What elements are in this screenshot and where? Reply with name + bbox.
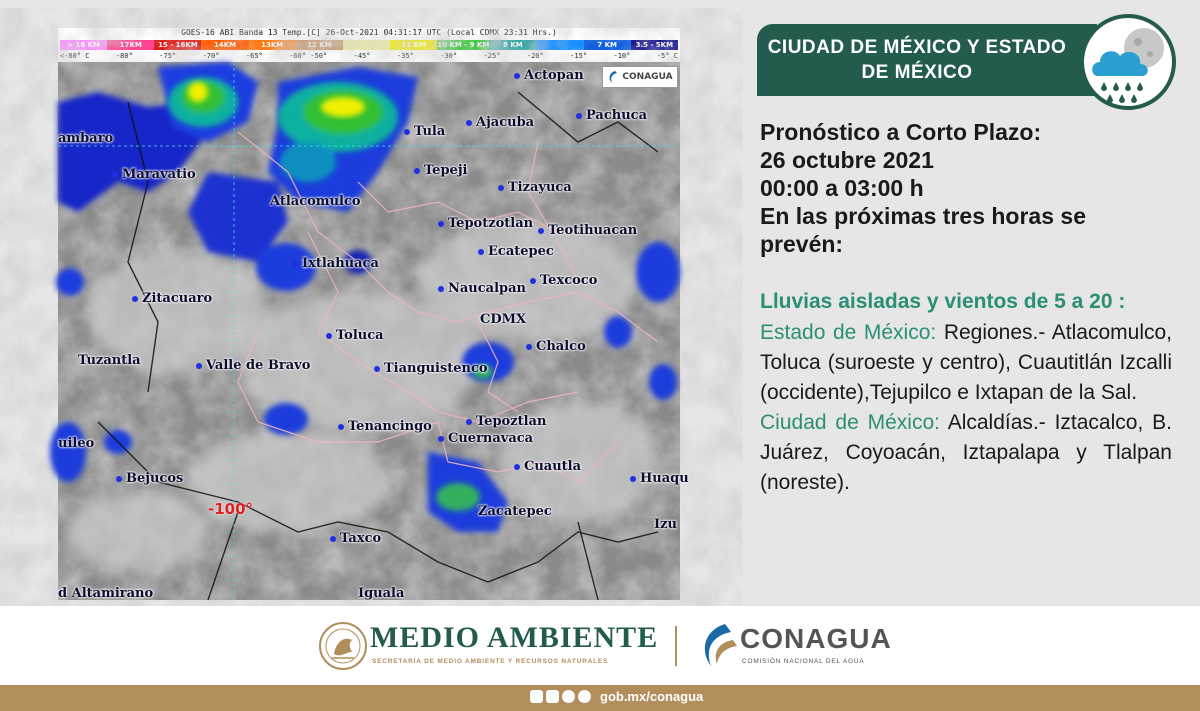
satellite-image <box>58 28 689 601</box>
forecast-heading: Pronóstico a Corto Plazo: <box>760 119 1042 145</box>
temp-tick: <-80° C <box>60 52 90 60</box>
scale-segment <box>536 40 583 50</box>
city-label: Ecatepec <box>478 244 554 259</box>
conagua-badge-label: CONAGUA <box>622 72 673 82</box>
city-label: Iguala <box>358 586 405 601</box>
temp-tick: -45° <box>353 52 371 60</box>
scale-segment: 14KM <box>201 40 248 50</box>
temp-tick: -25° <box>483 52 501 60</box>
instagram-icon[interactable] <box>562 690 575 703</box>
facebook-icon[interactable] <box>530 690 543 703</box>
city-label: Cuautla <box>514 459 581 474</box>
city-label: Actopan <box>514 68 584 83</box>
scale-segment: 15 - 16KM <box>154 40 201 50</box>
conagua-logo-icon <box>695 620 739 670</box>
city-label: Bejucos <box>116 471 183 486</box>
temp-tick: -5° C <box>656 52 678 60</box>
footer-divider <box>675 626 677 666</box>
altitude-color-scale <box>60 40 678 50</box>
city-label: Zacatepec <box>478 504 552 519</box>
city-label: Valle de Bravo <box>196 358 310 373</box>
city-label: Chalco <box>526 339 586 354</box>
conagua-badge <box>602 66 678 88</box>
edomex-text: Regiones.- Atlacomulco, Toluca (suroeste y centro), Cuautitlán Izcalli (occidente),Tejupilco e Ixtapan de la Sal. <box>760 321 1172 404</box>
city-label: Pachuca <box>576 108 647 123</box>
city-label: Izu <box>654 517 677 532</box>
medio-ambiente-title: MEDIO AMBIENTE <box>370 621 659 654</box>
region-title: CIUDAD DE MÉXICO Y ESTADO DE MÉXICO <box>767 37 1067 83</box>
scale-segment: > 18 KM <box>60 40 107 50</box>
city-label-cdmx: CDMX <box>480 312 527 327</box>
edomex-label: Estado de México: <box>760 321 937 344</box>
satellite-title: GOES-16 ABI Banda 13 Temp.[C] 26-Oct-2021 04:31:17 UTC (Local CDMX 23:31 Hrs.) <box>181 28 557 37</box>
city-label: d Altamirano <box>58 586 154 601</box>
forecast-intro: En las próximas tres horas se prevén: <box>760 203 1086 257</box>
region-banner <box>757 24 1097 96</box>
city-label: Tepotzotlan <box>438 216 533 231</box>
city-label: uileo <box>58 436 95 451</box>
city-label: Tianguistenco <box>374 361 488 376</box>
conagua-title: CONAGUA <box>740 623 892 654</box>
city-label: Ajacuba <box>466 115 534 130</box>
temp-tick: -65° <box>245 52 263 60</box>
scale-segment: 8 KM <box>489 40 536 50</box>
scale-segment: 10 KM - 9 KM <box>437 41 490 49</box>
forecast-panel <box>760 118 1172 498</box>
city-label: ambaro <box>58 131 114 146</box>
city-label: Ixtlahuaca <box>292 256 379 271</box>
city-label: Atlacomulco <box>270 194 361 209</box>
scale-segment: 11 KM <box>390 40 437 50</box>
scale-segment: 12 KM <box>296 40 343 50</box>
forecast-subtitle: Lluvias aisladas y vientos de 5 a 20 : <box>760 290 1126 313</box>
scale-segment: 3.5 - 5KM <box>631 40 678 50</box>
gob-mx-link[interactable]: gob.mx/conagua <box>600 689 704 704</box>
city-label: Maravatio <box>112 167 196 182</box>
conagua-icon <box>607 70 619 84</box>
temperature-scale <box>60 51 678 61</box>
twitter-icon[interactable] <box>546 690 559 703</box>
scale-segment: 13KM <box>249 40 296 50</box>
city-label: Naucalpan <box>438 281 526 296</box>
mexico-seal-icon <box>318 618 368 674</box>
city-label: Tepoztlan <box>466 414 546 429</box>
cdmx-text: Alcaldías.- Iztacalco, B. Juárez, Coyoacán, Iztapalapa y Tlalpan (noreste). <box>760 411 1172 494</box>
temp-tick: -70° <box>202 52 220 60</box>
forecast-edomex <box>760 318 1172 408</box>
scale-segment <box>343 40 390 50</box>
scale-segment: 17KM <box>107 40 154 50</box>
cdmx-label: Ciudad de México: <box>760 411 940 434</box>
temp-tick: -15° <box>570 52 588 60</box>
temp-tick: -30° <box>440 52 458 60</box>
city-label: Texcoco <box>530 273 597 288</box>
city-label: Tuzantla <box>78 353 141 368</box>
city-label: Zitacuaro <box>132 291 212 306</box>
forecast-time: 00:00 a 03:00 h <box>760 175 924 201</box>
satellite-header <box>58 28 680 62</box>
city-label: Tula <box>404 124 445 139</box>
forecast-cdmx <box>760 408 1172 498</box>
forecast-date: 26 octubre 2021 <box>760 147 934 173</box>
social-icons <box>530 690 591 703</box>
longitude-label: -100° <box>208 500 254 518</box>
city-label: Cuernavaca <box>438 431 533 446</box>
temp-tick: -80° <box>115 52 133 60</box>
temp-tick: -60° -50° <box>289 52 328 60</box>
scale-segment: 7 KM <box>584 40 631 50</box>
city-label: Tepeji <box>414 163 467 178</box>
city-label: Huaqu <box>630 471 689 486</box>
temp-tick: -20° <box>526 52 544 60</box>
temp-tick: -35° <box>396 52 414 60</box>
conagua-subtitle: COMISIÓN NACIONAL DEL AGUA <box>742 658 865 665</box>
footer <box>0 606 1200 685</box>
cloud-rain-moon-icon <box>1080 14 1176 110</box>
temp-tick: -75° <box>159 52 177 60</box>
medio-ambiente-subtitle: SECRETARÍA DE MEDIO AMBIENTE Y RECURSOS NATURALES <box>372 658 609 665</box>
city-label: Toluca <box>326 328 384 343</box>
youtube-icon[interactable] <box>578 690 591 703</box>
city-label: Tizayuca <box>498 180 572 195</box>
city-label: Tenancingo <box>338 419 432 434</box>
bottom-bar <box>0 685 1200 711</box>
temp-tick: -10° <box>613 52 631 60</box>
city-label: Teotihuacan <box>538 223 637 238</box>
city-label: Taxco <box>330 531 381 546</box>
